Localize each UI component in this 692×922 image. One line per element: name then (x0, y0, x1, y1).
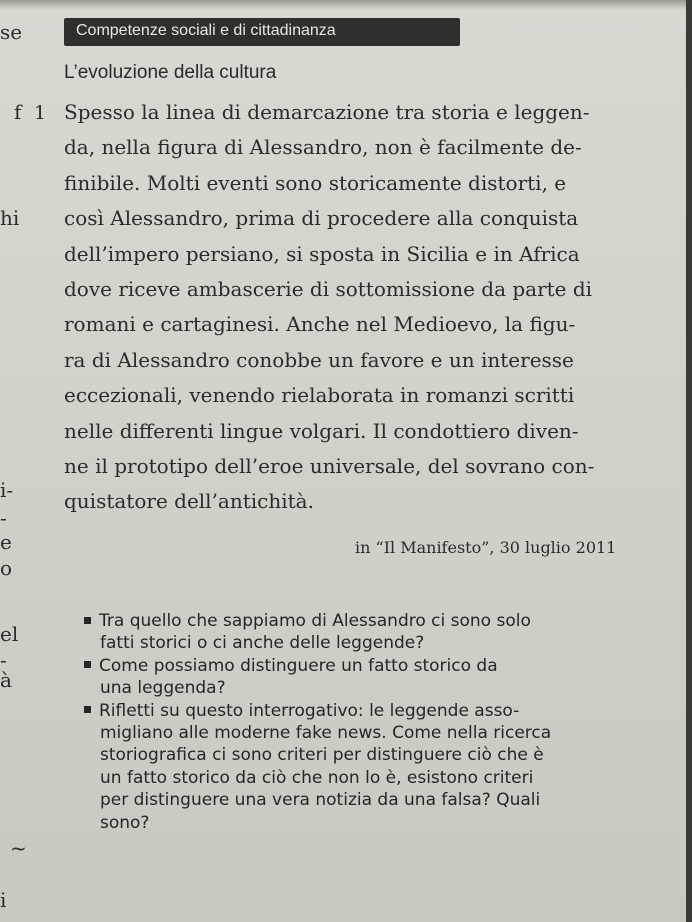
article-line: eccezionali, venendo rielaborata in romanzi scritti (64, 383, 575, 408)
questions-list (64, 610, 682, 834)
question-text: una leggenda? (100, 678, 226, 699)
question-text: storiografica ci sono criteri per distinguere ciò che è (100, 745, 544, 766)
question-item (64, 655, 682, 700)
margin-fragment: e (0, 530, 12, 554)
article-line: dove riceve ambascerie di sottomissione da parte di (64, 277, 593, 302)
section-banner-text: Competenze sociali e di cittadinanza (76, 22, 336, 39)
article-line: romani e cartaginesi. Anche nel Medioevo, la figu- (64, 312, 576, 337)
article-line: Spesso la linea di demarcazione tra storia e leggen- (64, 100, 590, 124)
question-text: un fatto storico da ciò che non lo è, esistono criteri (100, 767, 534, 788)
margin-fragment: f (14, 100, 22, 124)
question-text: sono? (100, 812, 150, 833)
margin-fragment: o (0, 556, 13, 580)
question-text: Rifletti su questo interrogativo: le leggende asso- (99, 700, 520, 721)
page-top-shadow (0, 0, 692, 10)
article-line: ne il prototipo dell’eroe universale, del sovrano con- (64, 454, 595, 479)
article-line: nelle differenti lingue volgari. Il condottiero diven- (64, 418, 579, 443)
margin-fragment: se (0, 20, 23, 44)
section-banner (64, 18, 460, 46)
article-title: L’evoluzione della cultura (64, 62, 277, 83)
question-text: per distinguere una vera notizia da una falsa? Quali (100, 790, 541, 811)
question-item (64, 700, 682, 834)
margin-fragment: i (0, 888, 7, 912)
margin-fragment: i- (0, 478, 14, 502)
bullet-icon (84, 661, 91, 668)
question-text: fatti storici o ci anche delle leggende? (100, 633, 425, 654)
article-body (64, 95, 682, 520)
bullet-icon (84, 617, 91, 624)
margin-fragment: à (0, 668, 12, 692)
article-line: da, nella figura di Alessandro, non è facilmente de- (64, 135, 582, 160)
page-right-edge (686, 0, 692, 922)
margin-fragment: ~ (10, 836, 27, 860)
question-item (64, 610, 682, 655)
paragraph-number: 1 (34, 102, 47, 124)
question-text: Tra quello che sappiamo di Alessandro ci sono solo (99, 611, 531, 631)
question-text: migliano alle moderne fake news. Come nella ricerca (100, 723, 552, 744)
bullet-icon (84, 706, 91, 713)
margin-fragment: el (0, 622, 19, 646)
margin-fragment: hi (0, 206, 20, 230)
question-text: Come possiamo distinguere un fatto storico da (99, 655, 498, 676)
margin-fragment: - (0, 648, 7, 672)
article-line: quistatore dell’antichità. (64, 489, 314, 514)
article-line: finibile. Molti eventi sono storicamente distorti, e (64, 170, 567, 195)
article-line: ra di Alessandro conobbe un favore e un interesse (64, 347, 574, 372)
margin-fragment: - (0, 506, 7, 530)
article-line: dell’impero persiano, si sposta in Sicilia e in Africa (64, 241, 580, 266)
article-source: in “Il Manifesto”, 30 luglio 2011 (355, 538, 617, 557)
article-line: così Alessandro, prima di procedere alla conquista (64, 206, 579, 231)
